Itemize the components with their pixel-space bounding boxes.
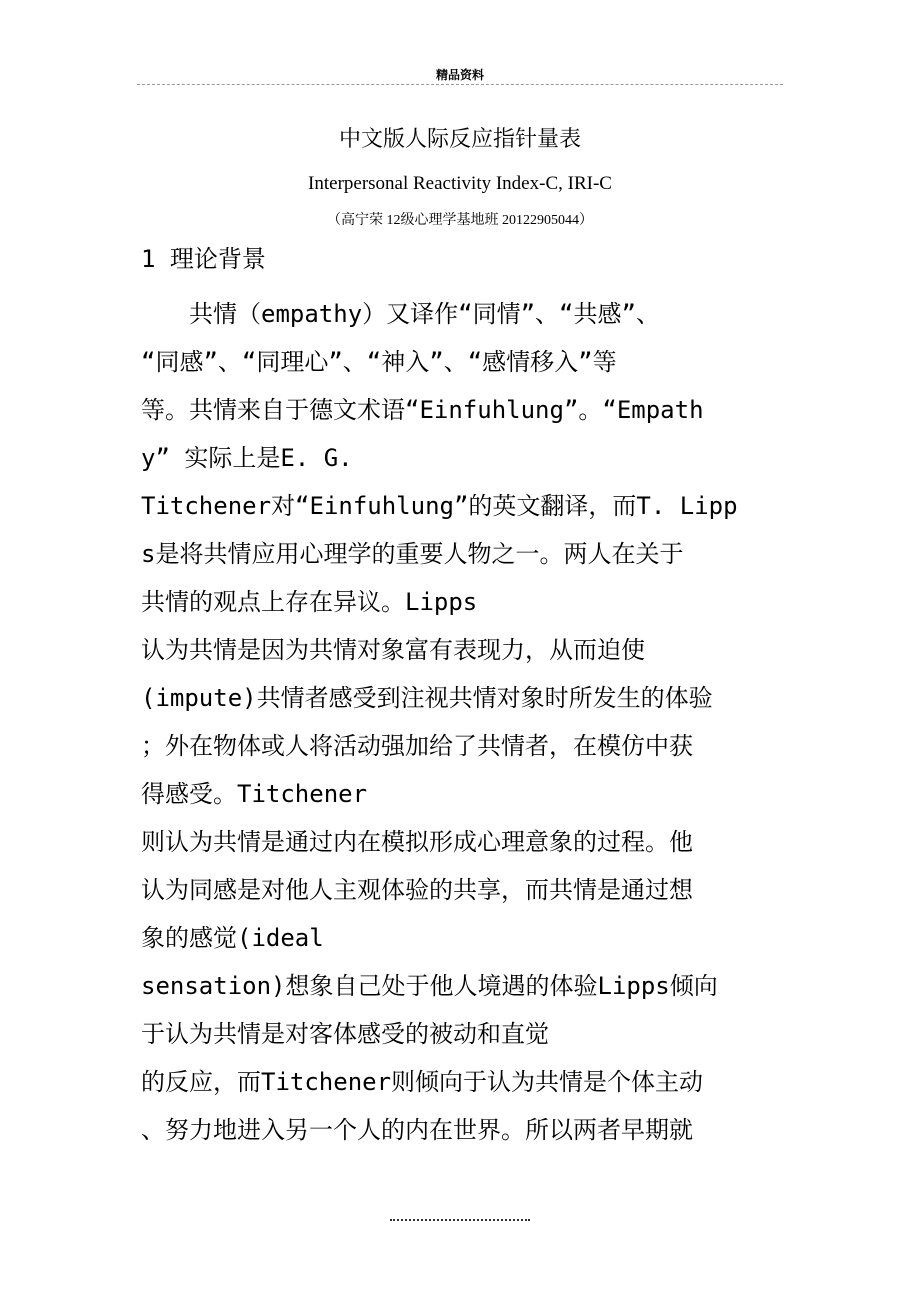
text-line: 认为共情是因为共情对象富有表现力，从而迫使 xyxy=(141,636,645,664)
text-line: 得感受。Titchener xyxy=(141,780,368,808)
document-subtitle-english: Interpersonal Reactivity Index-C, IRI-C xyxy=(308,173,612,194)
body-paragraph xyxy=(141,290,781,1154)
text-line: 共情（empathy）又译作“同情”、“共感”、 xyxy=(141,300,660,328)
text-line: 于认为共情是对客体感受的被动和直觉 xyxy=(141,1020,549,1048)
text-line: s是将共情应用心理学的重要人物之一。两人在关于 xyxy=(141,540,684,568)
document-title: 中文版人际反应指针量表 xyxy=(338,127,581,152)
text-line: 共情的观点上存在异议。Lipps xyxy=(141,588,478,616)
section-heading: 1 理论背景 xyxy=(141,245,266,273)
text-line: 、努力地进入另一个人的内在世界。所以两者早期就 xyxy=(141,1116,693,1144)
header-label: 精品资料 xyxy=(435,68,484,82)
text-line: Titchener对“Einfuhlung”的英文翻译，而T. Lipp xyxy=(141,492,738,520)
text-line: 象的感觉(ideal xyxy=(141,924,324,952)
text-line: 等。共情来自于德文术语“Einfuhlung”。“Empath xyxy=(141,396,704,424)
footer-divider xyxy=(390,1219,530,1221)
author-info: （高宁荣 12级心理学基地班 20122905044） xyxy=(327,213,593,228)
text-line: sensation)想象自己处于他人境遇的体验Lipps倾向 xyxy=(141,972,718,1000)
text-line: 的反应，而Titchener则倾向于认为共情是个体主动 xyxy=(141,1068,704,1096)
header-divider xyxy=(137,84,783,85)
text-line: ；外在物体或人将活动强加给了共情者，在模仿中获 xyxy=(141,732,693,760)
text-line: “同感”、“同理心”、“神入”、“感情移入”等 xyxy=(141,348,617,376)
text-line: 则认为共情是通过内在模拟形成心理意象的过程。他 xyxy=(141,828,693,856)
text-line: (impute)共情者感受到注视共情对象时所发生的体验 xyxy=(141,684,713,712)
text-line: y” 实际上是E. G. xyxy=(141,444,353,472)
text-line: 认为同感是对他人主观体验的共享，而共情是通过想 xyxy=(141,876,693,904)
